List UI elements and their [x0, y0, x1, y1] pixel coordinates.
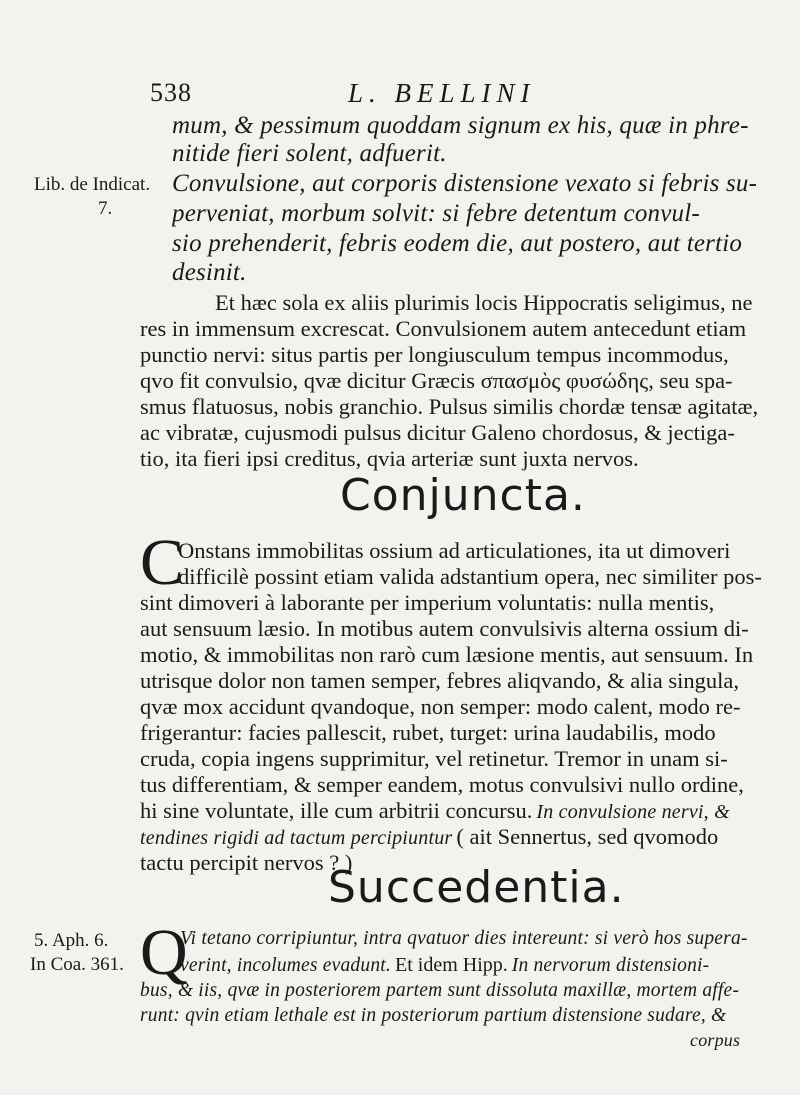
text-line: tus differentiam, & semper eandem, motus convulsivi nullo ordine, — [140, 772, 744, 797]
drop-cap: C — [140, 526, 185, 599]
text-line: Vi tetano corripiuntur, intra qvatuor dies intereunt: si verò hos supera- — [180, 928, 748, 949]
text-line: sint dimoveri à laborante per imperium voluntatis: nulla mentis, — [140, 590, 715, 615]
text-line: qvæ mox accidunt qvandoque, non semper: modo calent, modo re- — [140, 694, 741, 719]
text-span-italic: tendines rigidi ad tactum percipiuntur — [140, 827, 453, 849]
text-line-mixed — [140, 798, 780, 824]
text-line-mixed — [140, 824, 780, 850]
text-line: smus flatuosus, nobis granchio. Pulsus similis chordæ tensæ agitatæ, — [140, 394, 759, 419]
text-span-italic: In convulsione nervi, & — [536, 801, 730, 823]
text-line: sio prehenderit, febris eodem die, aut postero, aut tertio — [172, 230, 743, 257]
margin-note: Lib. de Indicat. — [34, 174, 151, 195]
text-line: difficilè possint etiam valida adstantium opera, nec similiter pos- — [178, 564, 762, 589]
section-heading: Conjuncta. — [340, 470, 586, 521]
text-line: Et hæc sola ex aliis plurimis locis Hippocratis seligimus, ne — [215, 290, 753, 315]
text-line: motio, & immobilitas non rarò cum læsione mentis, aut sensuum. In — [140, 642, 754, 667]
text-line: Onstans immobilitas ossium ad articulationes, ita ut dimoveri — [178, 538, 731, 563]
text-line: punctio nervi: situs partis per longiusculum tempus incommodus, — [140, 342, 729, 367]
text-line: bus, & iis, qvæ in posteriorem partem sunt dissoluta maxillæ, mortem affe- — [140, 980, 740, 1001]
text-line: tio, ita fieri ipsi creditus, qvia arteriæ sunt juxta nervos. — [140, 446, 639, 471]
text-line: res in immensum excrescat. Convulsionem autem antecedunt etiam — [140, 316, 747, 341]
catchword: corpus — [690, 1030, 741, 1050]
text-span-italic: In nervorum distensioni- — [511, 955, 710, 976]
text-line: mum, & pessimum quoddam signum ex his, quæ in phre- — [172, 112, 749, 139]
text-line: nitide fieri solent, adfuerit. — [172, 140, 447, 167]
margin-note: In Coa. 361. — [30, 954, 124, 975]
drop-cap: Q — [140, 916, 188, 989]
text-span: hi sine voluntate, ille cum arbitrii concursu. — [140, 798, 533, 823]
text-span: Et idem Hipp. — [394, 954, 508, 976]
text-line: ac vibratæ, cujusmodi pulsus dicitur Galeno chordosus, & jectiga- — [140, 420, 735, 445]
margin-note: 5. Aph. 6. — [34, 930, 109, 951]
text-span: ( ait Sennertus, sed qvomodo — [456, 824, 719, 849]
text-line-mixed — [180, 954, 780, 977]
text-line: runt: qvin etiam lethale est in posteriorum partium distensione sudare, & — [140, 1005, 727, 1026]
page-number: 538 — [150, 78, 192, 107]
text-line: qvo fit convulsio, qvæ dicitur Græcis σπασμὸς φυσώδης, seu spa- — [140, 368, 733, 393]
running-title: L. BELLINI — [348, 78, 536, 108]
text-line: utrisque dolor non tamen semper, febres aliqvando, & alia singula, — [140, 668, 739, 693]
text-line: perveniat, morbum solvit: si febre detentum convul- — [172, 200, 700, 227]
section-heading: Succedentia. — [328, 862, 625, 913]
text-line: cruda, copia ingens supprimitur, vel retinetur. Tremor in unam si- — [140, 746, 728, 771]
text-line: desinit. — [172, 259, 247, 286]
text-line: tactu percipit nervos ? ) — [140, 850, 353, 875]
running-head — [0, 78, 800, 112]
text-line: Convulsione, aut corporis distensione vexato si febris su- — [172, 170, 758, 197]
text-line: aut sensuum læsio. In motibus autem convulsivis alterna ossium di- — [140, 616, 749, 641]
margin-note: 7. — [98, 198, 113, 219]
text-span-italic: verint, incolumes evadunt. — [180, 955, 391, 976]
text-line: frigerantur: facies pallescit, rubet, turget: urina laudabilis, modo — [140, 720, 716, 745]
